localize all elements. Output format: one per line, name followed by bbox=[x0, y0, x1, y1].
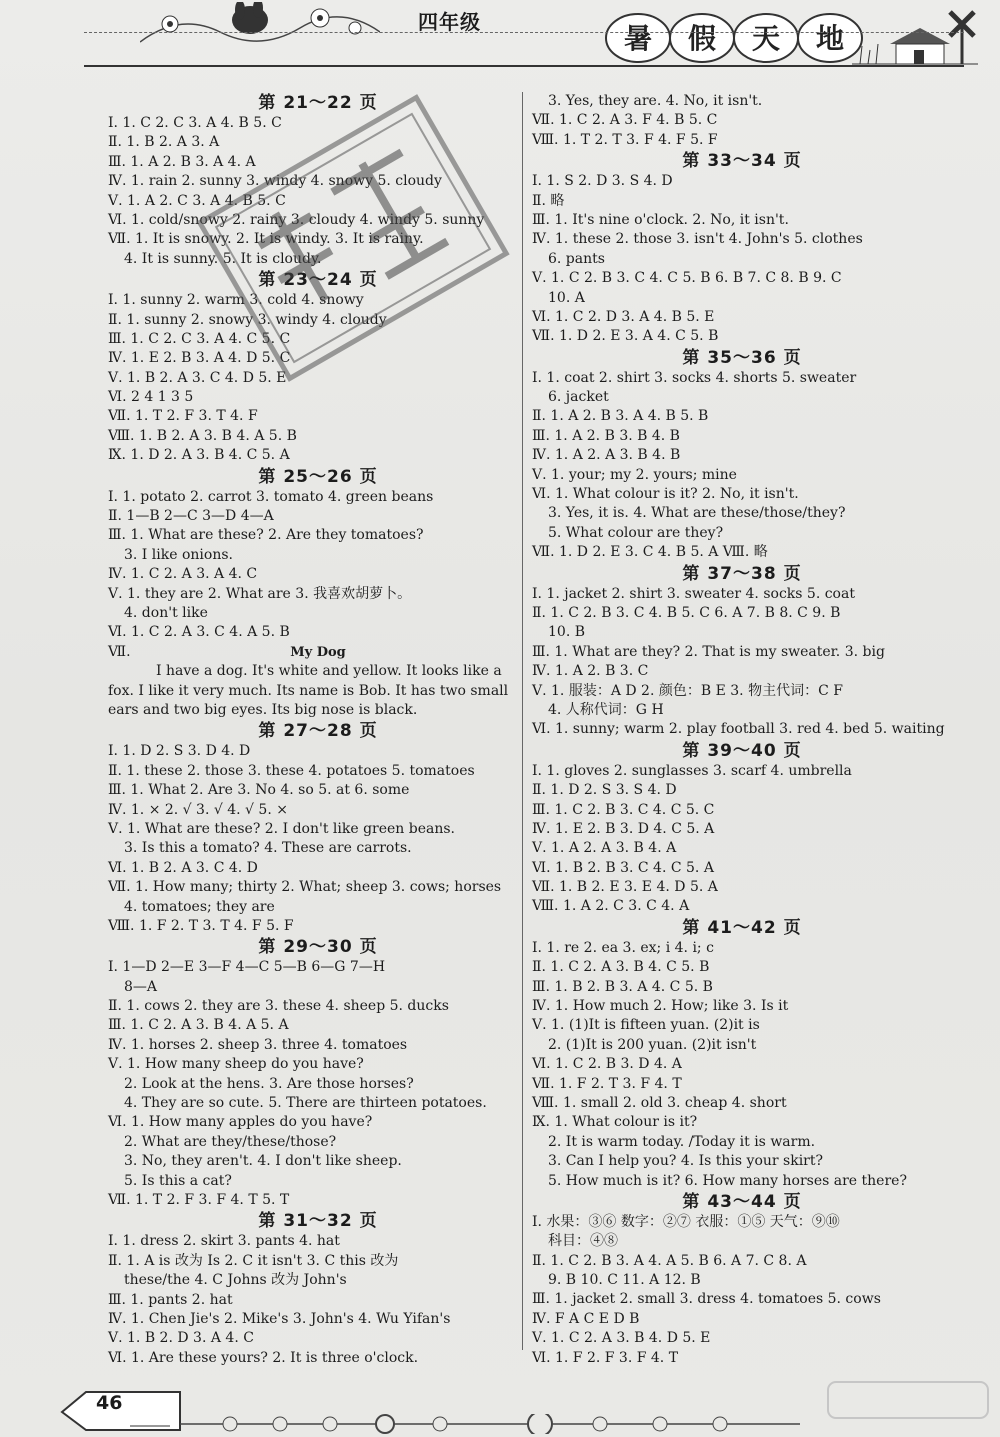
essay-block bbox=[108, 643, 528, 721]
answer-line: Ⅱ. 1. C 2. B 3. A 4. A 5. B 6. A 7. C 8. A bbox=[532, 1252, 807, 1269]
answer-line: Ⅲ. 1. B 2. B 3. A 4. C 5. B bbox=[532, 978, 713, 995]
answer-line: 4. They are so cute. 5. There are thirteen potatoes. bbox=[124, 1095, 487, 1112]
answer-line: 8—A bbox=[124, 978, 158, 995]
right-answer-column bbox=[532, 92, 952, 1368]
answer-line: Ⅷ. 1. T 2. T 3. F 4. F 5. F bbox=[532, 131, 718, 148]
answer-line: Ⅳ. 1. C 2. A 3. A 4. C bbox=[108, 566, 258, 583]
answer-line: 10. B bbox=[548, 624, 586, 641]
answer-line: Ⅱ. 1. B 2. A 3. A bbox=[108, 134, 220, 151]
answer-line: Ⅱ. 1. sunny 2. snowy 3. windy 4. cloudy bbox=[108, 311, 387, 328]
answer-line: Ⅶ. 1. T 2. F 3. F 4. T 5. T bbox=[108, 1191, 290, 1208]
answer-line: Ⅵ. 1. C 2. B 3. D 4. A bbox=[532, 1056, 682, 1073]
answer-line: 5. How much is it? 6. How many horses are there? bbox=[548, 1172, 907, 1189]
answer-line: 5. What colour are they? bbox=[548, 524, 724, 541]
answer-line: 2. It is warm today. /Today it is warm. bbox=[548, 1133, 816, 1150]
answer-line: Ⅰ. 1. sunny 2. warm 3. cold 4. snowy bbox=[108, 292, 364, 309]
answer-line: 3. Yes, they are. 4. No, it isn't. bbox=[548, 93, 763, 109]
answer-line: Ⅵ. 1. B 2. B 3. C 4. C 5. A bbox=[532, 859, 714, 876]
answer-line: Ⅲ. 1. C 2. C 3. A 4. C 5. C bbox=[108, 330, 291, 347]
page-header bbox=[0, 0, 1000, 80]
answer-line: 3. Yes, it is. 4. What are these/those/they? bbox=[548, 505, 846, 522]
answer-line: Ⅲ. 1. pants 2. hat bbox=[108, 1291, 233, 1308]
left-answer-column bbox=[108, 92, 528, 1368]
answer-line: Ⅶ. 1. How many; thirty 2. What; sheep 3. cows; horses bbox=[108, 879, 502, 896]
answer-line: Ⅲ. 1. What are they? 2. That is my sweater. 3. big bbox=[532, 643, 885, 660]
page-range-heading: 第 23～24 页 bbox=[258, 270, 378, 291]
answer-line: Ⅵ. 1. B 2. A 3. C 4. D bbox=[108, 859, 258, 876]
answer-line: Ⅴ. 1. 服装：A D 2. 颜色：B E 3. 物主代词：C F bbox=[532, 682, 843, 699]
answer-line: Ⅷ. 1. F 2. T 3. T 4. F 5. F bbox=[108, 917, 294, 934]
answer-line: Ⅰ. 1. C 2. C 3. A 4. B 5. C bbox=[108, 115, 282, 131]
answer-line: 科目：④⑧ bbox=[548, 1233, 618, 1250]
answer-line: Ⅰ. 1. gloves 2. sunglasses 3. scarf 4. umbrella bbox=[532, 762, 852, 779]
page-number: 46 bbox=[96, 1392, 123, 1414]
grade-label: 四年级 bbox=[418, 10, 481, 34]
footer-ornament bbox=[180, 1414, 800, 1434]
answer-line: 4. It is sunny. 5. It is cloudy. bbox=[124, 250, 322, 267]
answer-line: Ⅴ. 1. A 2. A 3. B 4. A bbox=[532, 840, 677, 857]
page-footer bbox=[0, 1380, 1000, 1437]
svg-text:天: 天 bbox=[751, 22, 781, 55]
page-range-heading: 第 21～22 页 bbox=[258, 93, 378, 113]
answer-line: Ⅰ. 1. re 2. ea 3. ex; i 4. i; c bbox=[532, 939, 714, 956]
answer-line: Ⅳ. 1. A 2. B 3. C bbox=[532, 663, 649, 680]
answer-line: these/the 4. C Johns 改为 John's bbox=[124, 1272, 347, 1289]
answer-line: Ⅵ. 1. What colour is it? 2. No, it isn't. bbox=[532, 486, 799, 503]
page-range-heading: 第 29～30 页 bbox=[258, 937, 378, 958]
answer-line: 3. I like onions. bbox=[124, 546, 233, 563]
page-range-heading: 第 43～44 页 bbox=[682, 1191, 802, 1212]
answer-line: Ⅵ. 1. Are these yours? 2. It is three o'clock. bbox=[108, 1349, 419, 1366]
answer-line: 4. don't like bbox=[124, 604, 208, 621]
essay-title: My Dog bbox=[290, 644, 346, 660]
answer-line: Ⅳ. 1. these 2. those 3. isn't 4. John's 5. clothes bbox=[532, 231, 863, 248]
answer-line: Ⅲ. 1. What are these? 2. Are they tomatoes? bbox=[108, 527, 424, 544]
answer-line: Ⅷ. 1. B 2. A 3. B 4. A 5. B bbox=[108, 427, 297, 444]
answer-line: Ⅱ. 1—B 2—C 3—D 4—A bbox=[108, 508, 274, 525]
answer-line: 10. A bbox=[548, 289, 585, 306]
answer-line: 3. No, they aren't. 4. I don't like sheep. bbox=[124, 1153, 402, 1170]
answer-line: Ⅳ. 1. How much 2. How; like 3. Is it bbox=[532, 998, 789, 1015]
answer-line: Ⅰ. 1—D 2—E 3—F 4—C 5—B 6—G 7—H bbox=[108, 959, 386, 976]
answer-line: Ⅴ. 1. B 2. A 3. C 4. D 5. E bbox=[108, 369, 287, 386]
page-range-heading: 第 35～36 页 bbox=[682, 347, 802, 368]
answer-line: Ⅸ. 1. What colour is it? bbox=[532, 1114, 698, 1131]
answer-line: Ⅳ. 1. × 2. √ 3. √ 4. √ 5. × bbox=[108, 801, 288, 818]
answer-line: Ⅰ. 1. dress 2. skirt 3. pants 4. hat bbox=[108, 1233, 340, 1250]
answer-line: Ⅴ. 1. B 2. D 3. A 4. C bbox=[108, 1330, 254, 1347]
answer-line: Ⅰ. 1. potato 2. carrot 3. tomato 4. green beans bbox=[108, 488, 434, 505]
answer-line: Ⅶ. 1. T 2. F 3. T 4. F bbox=[108, 408, 258, 425]
answer-line: Ⅰ. 1. D 2. S 3. D 4. D bbox=[108, 743, 251, 760]
answer-line: Ⅳ. 1. A 2. A 3. B 4. B bbox=[532, 447, 681, 464]
essay-body: I have a dog. It's white and yellow. It looks like a fox. I like it very much. Its name is Bob. It has two small ears and two big eyes. Its big nose is black. bbox=[108, 663, 509, 718]
answer-line: Ⅱ. 1. these 2. those 3. these 4. potatoes 5. tomatoes bbox=[108, 762, 475, 779]
answer-line: Ⅱ. 1. A 2. B 3. A 4. B 5. B bbox=[532, 408, 709, 425]
answer-line: Ⅱ. 略 bbox=[532, 192, 565, 209]
answer-line: Ⅰ. 1. coat 2. shirt 3. socks 4. shorts 5. sweater bbox=[532, 369, 857, 386]
answer-line: Ⅵ. 2 4 1 3 5 bbox=[108, 389, 194, 406]
answer-line: Ⅶ. 1. C 2. A 3. F 4. B 5. C bbox=[532, 112, 718, 129]
answer-line: Ⅸ. 1. D 2. A 3. B 4. C 5. A bbox=[108, 447, 290, 464]
answer-line: 4. 人称代词：G H bbox=[548, 701, 664, 718]
answer-line: Ⅲ. 1. C 2. B 3. C 4. C 5. C bbox=[532, 801, 715, 818]
answer-line: Ⅵ. 1. How many apples do you have? bbox=[108, 1114, 373, 1131]
answer-line: Ⅵ. 1. F 2. F 3. F 4. T bbox=[532, 1349, 679, 1366]
page-range-heading: 第 33～34 页 bbox=[682, 151, 802, 172]
answer-line: Ⅴ. 1. your; my 2. yours; mine bbox=[532, 466, 737, 483]
answer-line: Ⅴ. 1. How many sheep do you have? bbox=[108, 1056, 364, 1073]
answer-line: Ⅳ. F A C E D B bbox=[532, 1310, 640, 1327]
answer-line: Ⅲ. 1. It's nine o'clock. 2. No, it isn't. bbox=[532, 211, 789, 228]
answer-line: Ⅴ. 1. What are these? 2. I don't like green beans. bbox=[108, 820, 456, 837]
answer-line: Ⅳ. 1. Chen Jie's 2. Mike's 3. John's 4. Wu Yifan's bbox=[108, 1310, 451, 1327]
answer-line: Ⅶ. 1. D 2. E 3. C 4. B 5. A Ⅷ. 略 bbox=[532, 544, 768, 561]
answer-line: 3. Can I help you? 4. Is this your skirt? bbox=[548, 1153, 824, 1170]
answer-line: Ⅲ. 1. What 2. Are 3. No 4. so 5. at 6. some bbox=[108, 782, 410, 799]
answer-line: Ⅵ. 1. sunny; warm 2. play football 3. red 4. bed 5. waiting bbox=[532, 721, 945, 738]
answer-line: Ⅳ. 1. horses 2. sheep 3. three 4. tomatoes bbox=[108, 1036, 408, 1053]
answer-line: Ⅶ. 1. B 2. E 3. E 4. D 5. A bbox=[532, 879, 718, 896]
answer-line: Ⅳ. 1. E 2. B 3. A 4. D 5. C bbox=[108, 350, 291, 367]
answer-line: 3. Is this a tomato? 4. These are carrots. bbox=[124, 840, 412, 857]
answer-line: Ⅱ. 1. C 2. A 3. B 4. C 5. B bbox=[532, 959, 710, 976]
answer-line: Ⅱ. 1. C 2. B 3. C 4. B 5. C 6. A 7. B 8. C 9. B bbox=[532, 604, 841, 621]
section-label: Ⅶ. bbox=[108, 643, 131, 660]
answer-line: Ⅲ. 1. A 2. B 3. B 4. B bbox=[532, 427, 680, 444]
answer-line: Ⅶ. 1. F 2. T 3. F 4. T bbox=[532, 1075, 682, 1092]
answer-line: Ⅰ. 1. jacket 2. shirt 3. sweater 4. socks 5. coat bbox=[532, 585, 855, 602]
answer-line: Ⅰ. 1. S 2. D 3. S 4. D bbox=[532, 173, 673, 190]
answer-line: Ⅷ. 1. small 2. old 3. cheap 4. short bbox=[532, 1094, 787, 1111]
answer-line: Ⅴ. 1. A 2. C 3. A 4. B 5. C bbox=[108, 192, 286, 209]
page-range-heading: 第 31～32 页 bbox=[258, 1211, 378, 1232]
answer-line: 9. B 10. C 11. A 12. B bbox=[548, 1272, 701, 1289]
page-range-heading: 第 27～28 页 bbox=[258, 721, 378, 742]
page-range-heading: 第 39～40 页 bbox=[682, 740, 802, 761]
answer-line: 2. Look at the hens. 3. Are those horses? bbox=[124, 1075, 414, 1092]
header-rule bbox=[84, 32, 964, 67]
answer-line: Ⅱ. 1. cows 2. they are 3. these 4. sheep 5. ducks bbox=[108, 998, 449, 1015]
answer-line: Ⅲ. 1. C 2. A 3. B 4. A 5. A bbox=[108, 1017, 289, 1034]
answer-line: Ⅶ. 1. It is snowy. 2. It is windy. 3. It is rainy. bbox=[108, 231, 424, 248]
page-range-heading: 第 25～26 页 bbox=[258, 466, 378, 487]
answer-line: Ⅲ. 1. A 2. B 3. A 4. A bbox=[108, 153, 256, 170]
answer-line: 2. What are they/these/those? bbox=[124, 1133, 337, 1150]
site-watermark-logo bbox=[808, 1380, 998, 1437]
answer-line: Ⅵ. 1. C 2. A 3. C 4. A 5. B bbox=[108, 624, 290, 641]
answer-line: Ⅳ. 1. E 2. B 3. D 4. C 5. A bbox=[532, 820, 715, 837]
answer-line: 2. (1)It is 200 yuan. (2)it isn't bbox=[548, 1036, 757, 1053]
answer-line: Ⅱ. 1. D 2. S 3. S 4. D bbox=[532, 782, 677, 799]
page-range-heading: 第 41～42 页 bbox=[682, 917, 802, 938]
answer-line: Ⅰ. 水果：③⑥ 数字：②⑦ 衣服：①⑤ 天气：⑨⑩ bbox=[532, 1213, 840, 1230]
answer-line: 4. tomatoes; they are bbox=[124, 898, 275, 915]
answer-line: Ⅳ. 1. rain 2. sunny 3. windy 4. snowy 5. cloudy bbox=[108, 173, 442, 190]
answer-line: 6. jacket bbox=[548, 389, 609, 406]
svg-text:暑: 暑 bbox=[623, 22, 653, 55]
answer-line: Ⅴ. 1. C 2. B 3. C 4. C 5. B 6. B 7. C 8. B 9. C bbox=[532, 270, 842, 287]
answer-line: 5. Is this a cat? bbox=[124, 1172, 232, 1189]
answer-line: Ⅲ. 1. jacket 2. small 3. dress 4. tomatoes 5. cows bbox=[532, 1291, 881, 1308]
answer-line: Ⅵ. 1. cold/snowy 2. rainy 3. cloudy 4. windy 5. sunny bbox=[108, 211, 485, 228]
answer-line: Ⅴ. 1. they are 2. What are 3. 我喜欢胡萝卜。 bbox=[108, 585, 412, 602]
page-range-heading: 第 37～38 页 bbox=[682, 563, 802, 584]
svg-text:地: 地 bbox=[815, 22, 845, 55]
answer-line: Ⅴ. 1. C 2. A 3. B 4. D 5. E bbox=[532, 1330, 711, 1347]
answer-line: 6. pants bbox=[548, 250, 605, 267]
answer-line: Ⅱ. 1. A is 改为 Is 2. C it isn't 3. C this 改为 bbox=[108, 1252, 399, 1269]
answer-line: Ⅶ. 1. D 2. E 3. A 4. C 5. B bbox=[532, 328, 719, 345]
answer-line: Ⅴ. 1. (1)It is fifteen yuan. (2)it is bbox=[532, 1017, 760, 1034]
answer-line: Ⅵ. 1. C 2. D 3. A 4. B 5. E bbox=[532, 308, 715, 325]
svg-text:假: 假 bbox=[687, 22, 717, 55]
answer-line: Ⅷ. 1. A 2. C 3. C 4. A bbox=[532, 898, 690, 915]
